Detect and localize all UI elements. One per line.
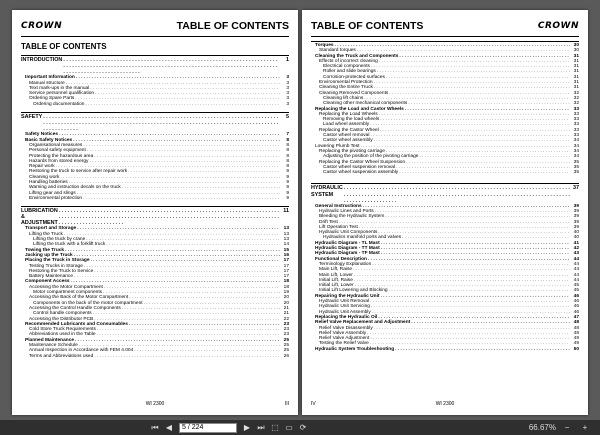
toc-entry-page: 46: [573, 293, 579, 299]
toc-entry-title: Service personnel qualification: [29, 91, 95, 97]
toc-entry-title: Motor compartment components: [33, 290, 103, 296]
zoom-in-icon[interactable]: +: [582, 423, 588, 432]
toc-entry-page: 9: [286, 185, 289, 191]
toc-entry-title: Main Lift, Lower: [319, 272, 353, 278]
toc-entry-title: Battery Maintenance: [29, 274, 73, 280]
toc-entry-page: 44: [573, 261, 579, 267]
toc-entry-title: Load wheel assembly: [323, 122, 370, 128]
toc-entry-page: 9: [286, 174, 289, 180]
toc-entry-title: Transport and Storage: [25, 226, 77, 232]
toc-entry-page: 35: [573, 159, 579, 165]
prev-page-icon[interactable]: ◀: [165, 423, 173, 432]
toc-entry-page: 45: [573, 288, 579, 294]
toc-section-heading[interactable]: [311, 183, 579, 203]
toc-entry-title: Safety Notices: [25, 132, 59, 138]
next-page-icon[interactable]: ▶: [243, 423, 251, 432]
toc-entry-title: Hydraulic System Troubleshooting: [315, 346, 395, 352]
toc-entry-page: 19: [283, 290, 289, 296]
toc-entry-title: Environmental Protection: [319, 80, 373, 86]
toc-entry-page: 40: [573, 235, 579, 241]
toc-entry-page: 9: [286, 195, 289, 201]
toc-entry-page: 3: [286, 101, 289, 107]
toc-entry-title: Castor wheel suspension removal: [323, 164, 395, 170]
toc-entry-page: 41: [573, 240, 579, 246]
toc-entry-title: Removing the load wheels: [323, 117, 380, 123]
zoom-value: 66.67%: [528, 423, 556, 432]
fit-page-icon[interactable]: ⬚: [271, 423, 279, 432]
toc-entry-page: 3: [286, 85, 289, 91]
toc-entry-page: 50: [573, 346, 579, 352]
toc-entry-title: Hydraulic Diagram - TT Mast: [315, 246, 380, 252]
toc-list: [311, 41, 579, 175]
toc-entry-page: 21: [283, 305, 289, 311]
toc-entry-page: 31: [573, 74, 579, 80]
toc-entry-page: 31: [573, 80, 579, 86]
section-title: INTRODUCTION: [21, 57, 63, 63]
dot-leader: [63, 57, 280, 75]
footer-model: WI 2300: [145, 401, 165, 407]
toc-entry-title: Restoring the Truck to Service: [29, 268, 94, 274]
dot-leader: [85, 102, 280, 107]
toc-section-heading[interactable]: [21, 112, 289, 132]
toc-entry-page: 32: [573, 101, 579, 107]
toc-entry-title: Text mark-ups in the manual: [29, 85, 90, 91]
toc-entry-page: 39: [573, 203, 579, 209]
toc-entry-title: Castor wheel removal: [323, 133, 370, 139]
toc-entry-title: Replacing the Load Wheels: [319, 111, 378, 117]
section-title: SAFETY: [21, 114, 43, 121]
page-number-input[interactable]: 5 / 224: [179, 423, 237, 433]
crown-logo: CROWN: [537, 21, 579, 31]
toc-subtitle: TABLE OF CONTENTS: [21, 42, 107, 51]
toc-entry-page: 33: [573, 133, 579, 139]
toc-entry-title: Initial Lift, Raise: [319, 277, 353, 283]
toc-entry-title: Hydraulic Lines and Ports: [319, 209, 374, 214]
toc-entry-title: Replacing the pivoting carriage: [319, 148, 385, 154]
footer-page-number: IV: [311, 401, 316, 407]
toc-entry-title: Lifting the truck with a forklift truck: [33, 242, 106, 248]
toc-entry[interactable]: [311, 170, 579, 175]
toc-entry-page: 31: [573, 58, 579, 64]
toc-entry-page: 8: [286, 148, 289, 154]
toc-section-heading[interactable]: [21, 55, 289, 75]
dot-leader: [94, 354, 280, 359]
toc-entry-page: 34: [573, 143, 579, 149]
toc-entry-page: 31: [573, 85, 579, 91]
toc-entry-title: Functional Description: [315, 256, 367, 262]
toc-entry-page: 39: [573, 219, 579, 225]
dot-leader: [395, 347, 570, 352]
toc-entry-title: Replacing the Castor Wheel Suspension: [319, 159, 406, 165]
toc-entry-title: Lifting gear and slings: [29, 190, 76, 196]
toc-entry-page: 48: [573, 325, 579, 331]
section-page: 11: [283, 208, 289, 215]
toc-entry-title: Component Access: [25, 279, 70, 285]
toc-entry-page: 25: [283, 348, 289, 354]
section-page: 5: [286, 114, 289, 121]
toc-entry-page: 13: [283, 237, 289, 243]
toc-entry-title: Terminology Explanation: [319, 261, 372, 267]
page-header: [21, 18, 289, 37]
toc-entry-page: 46: [573, 304, 579, 310]
toc-entry-page: 8: [286, 158, 289, 164]
toc-entry-page: 48: [573, 330, 579, 336]
section-title: LUBRICATION & ADJUSTMENT: [21, 208, 58, 227]
toc-entry-page: 31: [573, 53, 579, 59]
toc-entry-title: Organisational measures: [29, 142, 83, 148]
toc-entry-page: 30: [573, 48, 579, 54]
toc-entry-page: 21: [283, 311, 289, 317]
toc-entry-page: 40: [573, 230, 579, 236]
toc-entry-page: 18: [283, 279, 289, 285]
toc-entry-page: 33: [573, 111, 579, 117]
toc-entry-title: Ordering documentation: [33, 101, 85, 107]
toc-entry-title: Manual structure: [29, 80, 65, 86]
toc-entry-page: 3: [286, 96, 289, 102]
toc-entry-title: Hydraulic Unit Assembly: [319, 309, 371, 315]
toc-entry-title: Restoring the truck to service after repair work: [29, 169, 128, 175]
toc-entry-page: 31: [573, 64, 579, 70]
first-page-icon[interactable]: ⏮: [151, 422, 159, 432]
toc-entry-page: 23: [283, 321, 289, 327]
toc-entry-title: Replacing the Castor Wheel: [319, 127, 379, 133]
fit-width-icon[interactable]: ▭: [285, 423, 293, 432]
toc-entry-page: 45: [573, 283, 579, 289]
rotate-icon[interactable]: ⟳: [299, 423, 307, 432]
toc-entry-page: 44: [573, 277, 579, 283]
toc-entry-title: Torques: [315, 43, 334, 48]
toc-entry-page: 9: [286, 169, 289, 175]
toc-entry-page: 8: [286, 164, 289, 170]
toc-entry-title: Accessing the Distributor PCB: [29, 316, 94, 322]
dot-leader: [399, 170, 570, 175]
toc-entry-page: 17: [283, 274, 289, 280]
toc-entry-title: Replacing the Load and Castor Wheels: [315, 106, 404, 112]
toc-entry-page: 26: [283, 353, 289, 359]
toc-entry-title: Relief Valve Disassembly: [319, 325, 373, 331]
toc-entry-title: Hydraulics manifold ports and valves: [323, 235, 402, 241]
toc-list: [21, 55, 289, 359]
toc-entry-page: 3: [286, 91, 289, 97]
toc-entry-page: 35: [573, 170, 579, 176]
page-footer: [21, 401, 289, 407]
toc-entry-title: Testing the Relief Valve: [319, 341, 369, 347]
toc-entry-title: Roller and slide bearings: [323, 69, 376, 75]
toc-entry-title: Bleeding the Hydraulic System: [319, 214, 385, 220]
section-page: 1: [286, 57, 289, 63]
toc-entry-title: Cleaning the Truck and Components: [315, 53, 399, 59]
right-page: [302, 10, 588, 415]
toc-entry-page: 3: [286, 75, 289, 81]
toc-entry-page: 31: [573, 69, 579, 75]
toc-entry-title: Corrosion-protected surfaces: [323, 74, 385, 80]
zoom-out-icon[interactable]: −: [564, 423, 570, 432]
toc-entry-page: 25: [283, 343, 289, 349]
toc-entry-page: 9: [286, 190, 289, 196]
crown-logo: CROWN: [21, 21, 63, 31]
zoom-control: [529, 421, 592, 434]
toc-entry-title: Basic Safety Notices: [25, 137, 73, 143]
dot-leader: [344, 185, 570, 203]
toc-entry-title: Important Information: [25, 75, 75, 81]
toc-entry-title: Hydraulic Unit Removal: [319, 299, 370, 305]
toc-entry-title: Warning and instruction decals on the truck: [29, 185, 121, 191]
toc-entry-page: 7: [286, 132, 289, 138]
toc-entry-page: 33: [573, 106, 579, 112]
toc-entry-page: 13: [283, 231, 289, 237]
toc-section-heading[interactable]: [21, 206, 289, 226]
toc-entry-page: 8: [286, 142, 289, 148]
toc-entry-page: 17: [283, 258, 289, 264]
toc-entry-title: Personal safety equipment: [29, 148, 86, 154]
toc-entry-page: 15: [283, 247, 289, 253]
left-page: [12, 10, 298, 415]
toc-entry-page: 20: [283, 300, 289, 306]
toc-entry-title: Jacking up the Truck: [25, 252, 73, 258]
toc-entry-title: Cleaning lift chains: [323, 95, 364, 101]
toc-entry-page: 39: [573, 214, 579, 220]
toc-entry[interactable]: [21, 196, 289, 201]
dot-leader: [83, 196, 280, 201]
toc-entry-page: 35: [573, 164, 579, 170]
toc-entry-title: Repairing the Hydraulic Unit: [315, 293, 380, 299]
toc-entry-title: Planned Maintenance: [25, 337, 75, 343]
toc-entry-title: Testing Trucks in Storage: [29, 263, 83, 269]
footer-page-number: III: [284, 401, 289, 407]
toc-entry-title: Accessing the Back of the Motor Compartment: [29, 295, 129, 301]
toc-entry-page: 32: [573, 90, 579, 96]
toc-entry-title: Relief Valve Adjustment: [319, 336, 370, 342]
last-page-icon[interactable]: ⏭: [257, 422, 265, 432]
toc-entry-title: Hazards from stored energy: [29, 158, 89, 164]
toc-entry-page: 8: [286, 153, 289, 159]
section-page: 37: [573, 185, 579, 192]
toc-entry-page: 49: [573, 336, 579, 342]
toc-entry-title: Cleaning other mechanical components: [323, 101, 408, 107]
toc-entry-title: Standard torques: [319, 48, 356, 54]
toc-entry-title: Electrical components: [323, 64, 370, 70]
toc-entry-title: Lift Operation Test: [319, 224, 358, 230]
toc-entry-title: Cleaning the Entire Truck: [319, 85, 373, 91]
toc-entry-page: 43: [573, 251, 579, 257]
toc-entry-title: Hydraulic Unit Servicing: [319, 304, 370, 310]
toc-entry-title: Cleaning work: [29, 174, 60, 180]
toc-entry-page: 25: [283, 337, 289, 343]
toc-entry-title: Maintenance Schedule: [29, 343, 78, 349]
toc-entry-title: Lowering Plumb Test: [315, 143, 360, 149]
toc-entry-title: Accessing the Control Handle Components: [29, 305, 121, 311]
toc-entry-title: Accessing the Motor Compartment: [29, 284, 103, 290]
toc-entry-page: 16: [283, 252, 289, 258]
toc-entry-page: 18: [283, 284, 289, 290]
toc-entry-page: 47: [573, 314, 579, 320]
toc-entry-title: Hydraulic Diagram - TF Mast: [315, 251, 380, 257]
toc-entry-title: Control handle components: [33, 311, 92, 317]
header-title: TABLE OF CONTENTS: [311, 20, 424, 32]
toc-entry-title: Abbreviations used in the Table: [29, 332, 96, 338]
toc-entry-page: 34: [573, 138, 579, 144]
toc-entry-title: Adjusting the position of the pivoting carriage: [323, 154, 419, 160]
toc-entry-title: Components on the back of the motor compartment: [33, 300, 143, 306]
toc-entry-page: 34: [573, 148, 579, 154]
toc-entry-page: 42: [573, 246, 579, 252]
page-header: [311, 18, 579, 37]
toc-entry-title: Hydraulic Unit Components: [319, 230, 378, 236]
toc-entry-title: Towing the Truck: [25, 247, 65, 253]
toc-entry-title: Annual Inspection in Accordance with FEM 4.004: [29, 348, 134, 354]
toc-entry-title: Relief Valve Replacement and Adjustment: [315, 320, 411, 326]
toc-entry-title: Effects of incorrect cleaning: [319, 58, 378, 64]
toc-entry-title: Placing the Truck in Storage: [25, 258, 90, 264]
toc-entry[interactable]: [21, 102, 289, 107]
toc-entry-page: 39: [573, 224, 579, 230]
toc-entry-page: 49: [573, 341, 579, 347]
toc-entry[interactable]: [21, 354, 289, 359]
toc-entry-page: 17: [283, 263, 289, 269]
toc-entry-page: 39: [573, 209, 579, 214]
toc-entry-page: 48: [573, 320, 579, 326]
toc-entry-page: 17: [283, 268, 289, 274]
toc-entry-page: 34: [573, 154, 579, 160]
toc-entry-page: 22: [283, 316, 289, 322]
toc-entry-title: Lifting the Truck: [29, 231, 63, 237]
toc-entry-page: 33: [573, 127, 579, 133]
toc-entry-title: Ordering Spare Parts: [29, 96, 75, 102]
toc-entry-page: 32: [573, 95, 579, 101]
toc-entry-page: 46: [573, 309, 579, 315]
toc-entry-title: Initial Lift, Lower: [319, 283, 354, 289]
toc-entry-title: Cold Store Truck Requirements: [29, 327, 96, 333]
toc-entry-title: Recommended Lubricants and Consumables: [25, 321, 128, 327]
toc-entry-page: 3: [286, 80, 289, 86]
dot-leader: [43, 114, 280, 132]
header-title: TABLE OF CONTENTS: [176, 20, 289, 32]
toc-entry-title: Castor wheel assembly: [323, 138, 373, 144]
toc-entry-title: General Instructions: [315, 203, 362, 209]
toc-entry-page: 33: [573, 122, 579, 128]
toc-entry-title: Environmental protection: [29, 195, 83, 201]
toc-entry[interactable]: [311, 347, 579, 352]
toc-entry-title: Relief Valve Assembly: [319, 330, 367, 336]
toc-entry-page: 30: [573, 43, 579, 48]
toc-list: [311, 183, 579, 352]
toc-entry-page: 23: [283, 327, 289, 333]
toc-entry-page: 23: [283, 332, 289, 338]
section-title: HYDRAULIC SYSTEM: [311, 185, 343, 198]
toc-entry-title: Protecting the hazardous area: [29, 153, 94, 159]
toc-entry-page: 44: [573, 256, 579, 262]
toc-entry-title: Repair work: [29, 164, 55, 170]
page-footer: [311, 401, 579, 407]
toc-entry-title: Main Lift, Raise: [319, 267, 353, 273]
toc-entry-title: Castor wheel suspension assembly: [323, 170, 399, 176]
toc-entry-page: 9: [286, 180, 289, 186]
toc-entry-title: Hydraulic Diagram - TL Mast: [315, 240, 380, 246]
toc-entry-title: Handling batteries: [29, 180, 68, 186]
footer-model: WI 2300: [435, 401, 455, 407]
toc-entry-title: Replacing the Hydraulic Oil: [315, 314, 378, 320]
toc-entry-title: Lifting the truck by crane: [33, 237, 86, 243]
dot-leader: [59, 208, 280, 226]
toc-entry-page: 14: [283, 242, 289, 248]
viewer-toolbar: [0, 420, 600, 435]
toc-entry-title: Drift Test: [319, 219, 338, 225]
toc-entry-page: 20: [283, 295, 289, 301]
toc-entry-page: 8: [286, 137, 289, 143]
toc-entry-title: Terms and Abbreviations used: [29, 353, 94, 359]
toc-entry-title: Cleaning Removed Components: [319, 90, 389, 96]
toc-entry-page: 33: [573, 117, 579, 123]
toc-entry-page: 13: [283, 226, 289, 232]
toc-entry-page: 46: [573, 299, 579, 305]
toc-entry-page: 44: [573, 272, 579, 278]
toc-entry-page: 44: [573, 267, 579, 273]
toc-entry-title: Initial Lift Lowering and Blocking: [319, 288, 388, 294]
